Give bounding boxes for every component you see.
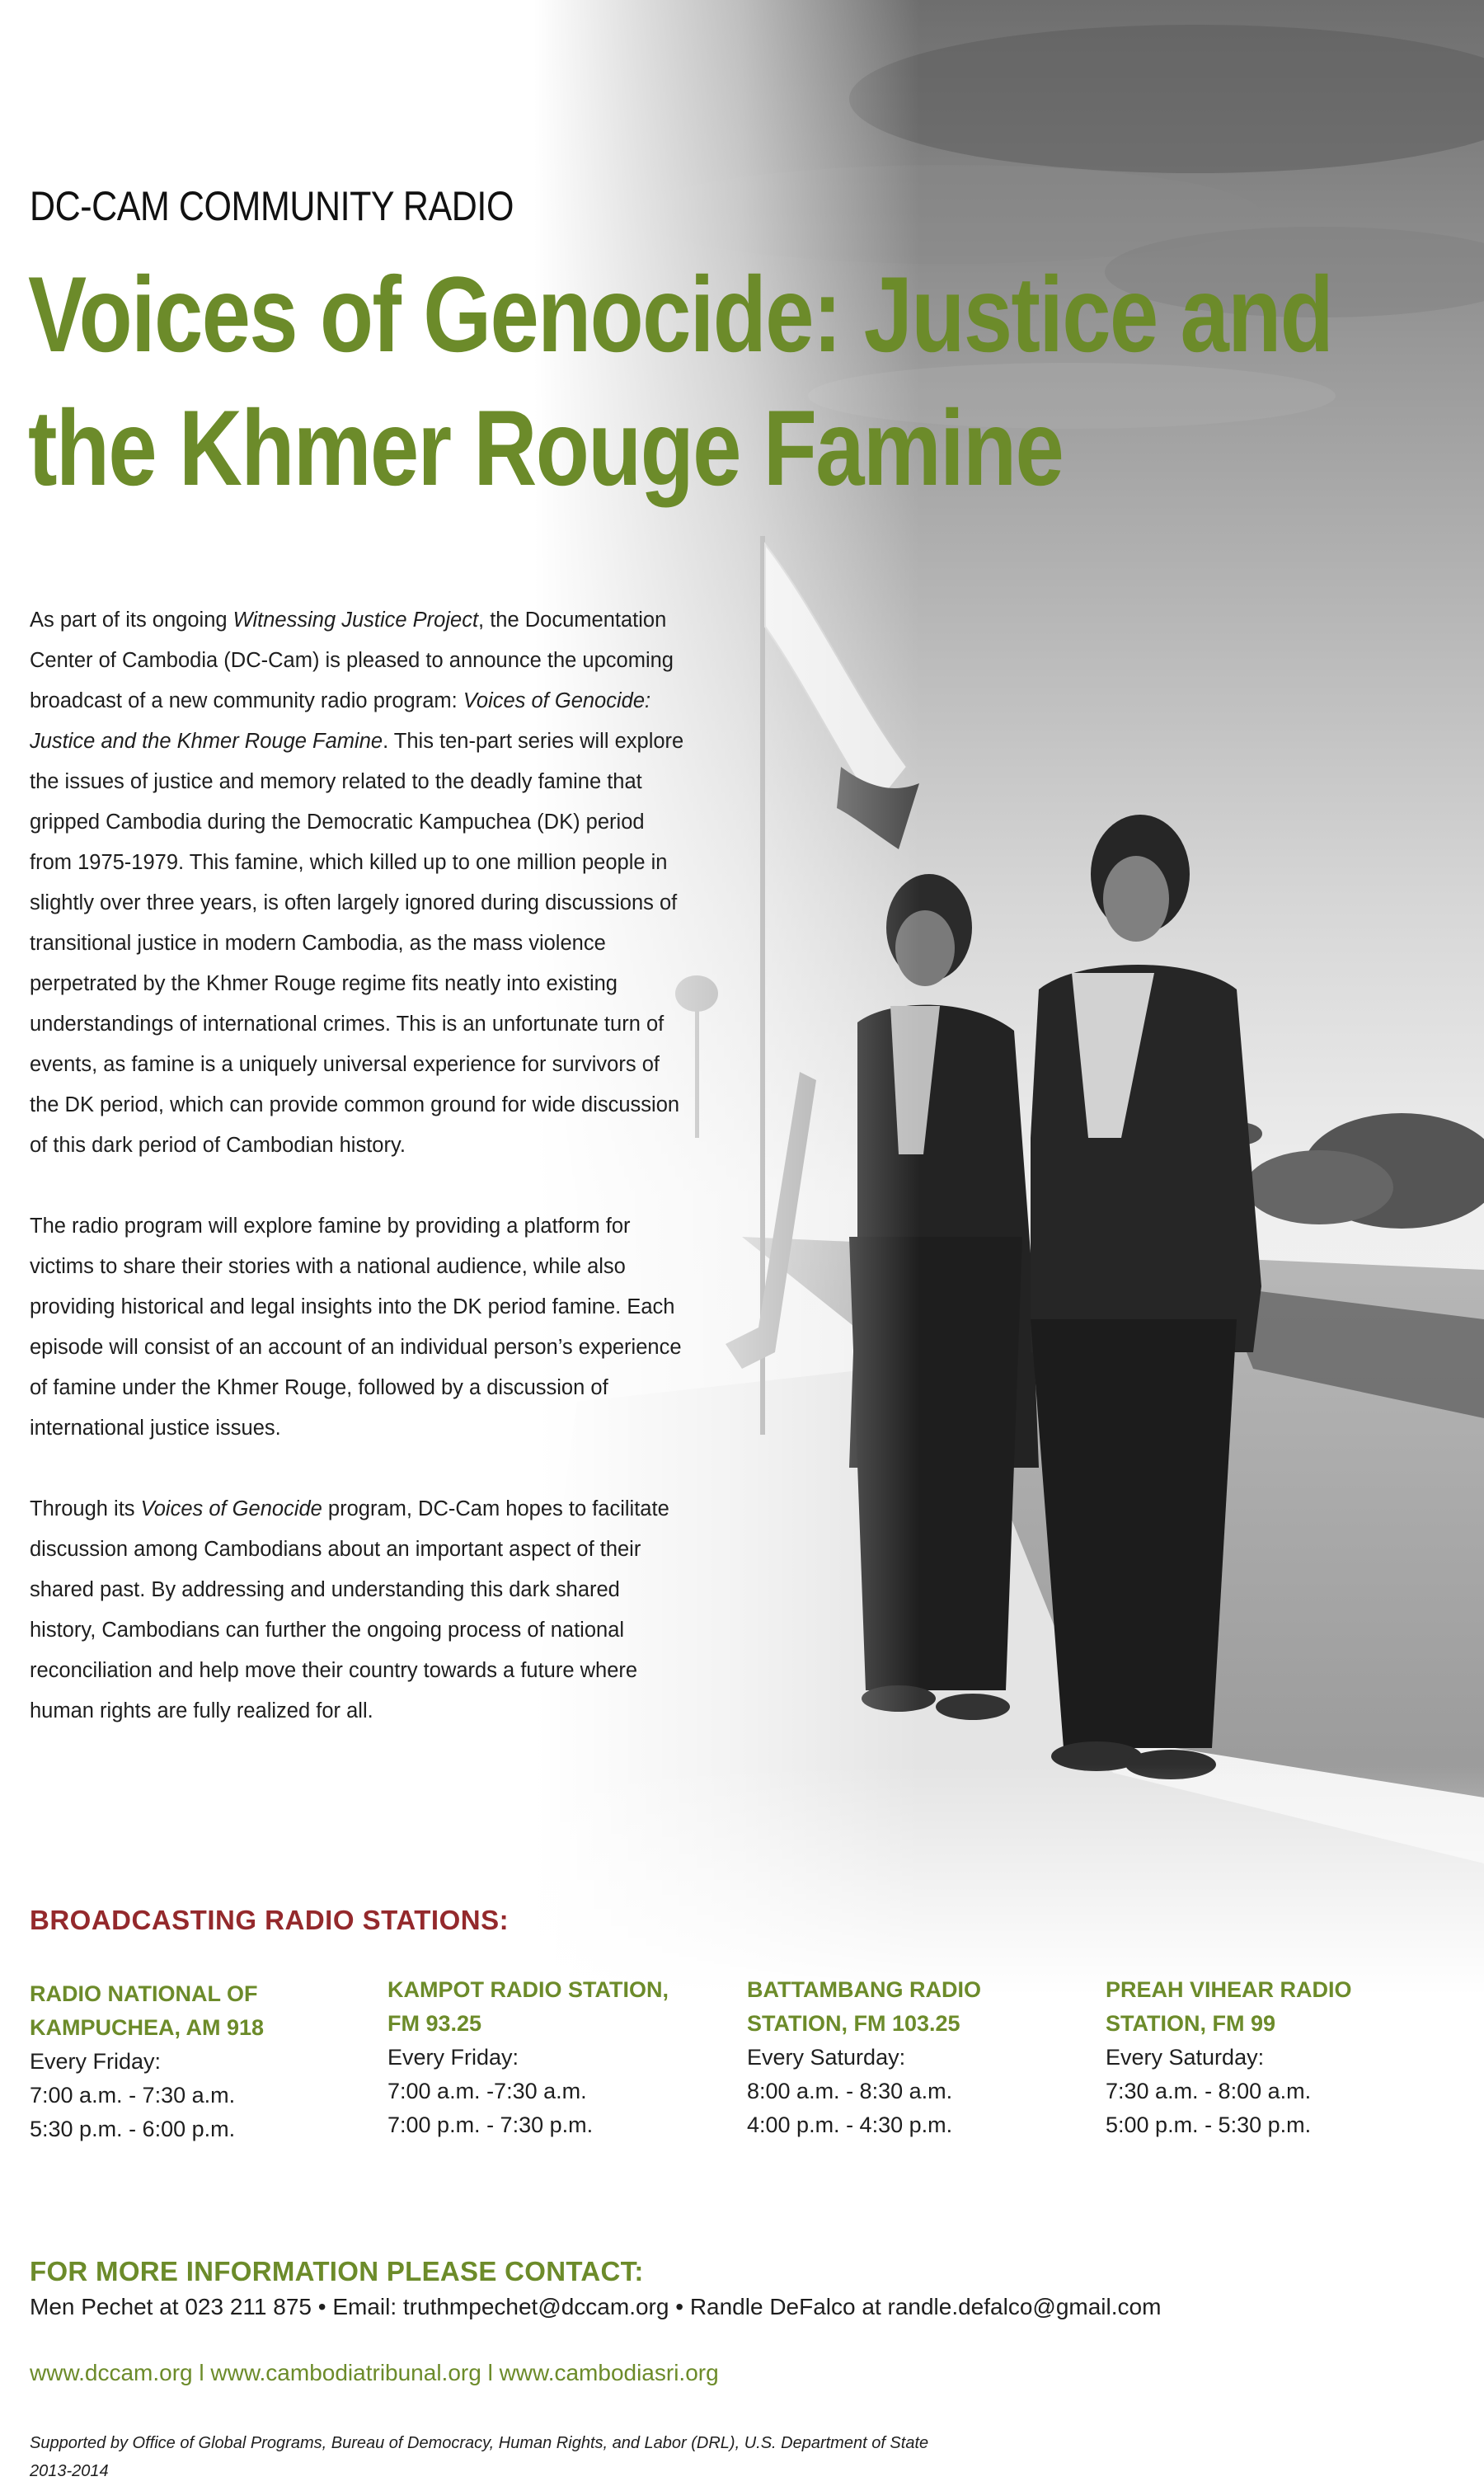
station-name-line-1: PREAH VIHEAR RADIO [1106, 1977, 1352, 2002]
station-name-line-2: STATION, FM 99 [1106, 2011, 1276, 2036]
station-day: Every Friday: [387, 2045, 519, 2070]
p1-text-c: , the Documentation Center of Cambodia (DC-Cam) is pleased to announce the upcoming broadcast of a new community radio program: [30, 609, 674, 712]
page-title [28, 247, 1333, 515]
paragraph-2: The radio program will explore famine by providing a platform for victims to share their stories with a national audience, while also providing historical and legal insights into the DK period famine. Each episode will consist of an account of an individual person’s experience of famine under the Khmer Rouge, followed by a discussion of international justice issues. [30, 1215, 682, 1440]
p3-program-name: Voices of Genocide [140, 1497, 322, 1520]
station-battambang [747, 1973, 1093, 2142]
station-name-line-1: KAMPOT RADIO STATION, [387, 1977, 669, 2002]
stations-heading: BROADCASTING RADIO STATIONS: [30, 1905, 510, 1935]
station-kampot [387, 1973, 734, 2142]
station-radio-national [30, 1977, 376, 2146]
body-text [30, 600, 689, 1772]
station-time-1: 8:00 a.m. - 8:30 a.m. [747, 2079, 953, 2103]
contact-details: Men Pechet at 023 211 875 • Email: truthmpechet@dccam.org • Randle DeFalco at randle.defalco@gmail.com [30, 2294, 1162, 2319]
station-time-2: 4:00 p.m. - 4:30 p.m. [747, 2112, 953, 2137]
website-links [30, 2357, 719, 2390]
support-years: 2013-2014 [30, 2462, 109, 2480]
station-day: Every Friday: [30, 2049, 162, 2074]
station-time-1: 7:00 a.m. -7:30 a.m. [387, 2079, 587, 2103]
p1-text-a: As part of its ongoing [30, 609, 233, 632]
p3-text-c: program, DC-Cam hopes to facilitate discussion among Cambodians about an important aspect of their shared past. By addressing and understanding this dark shared history, Cambodians can further the ongoing process of national reconciliation and help move their country towards a future where human rights are fully realized for all. [30, 1497, 669, 1722]
support-footer [30, 2429, 1101, 2485]
p3-text-a: Through its [30, 1497, 141, 1520]
link-separator: l [481, 2360, 500, 2385]
support-line: Supported by Office of Global Programs, Bureau of Democracy, Human Rights, and Labor (DRL), U.S. Department of State [30, 2434, 929, 2452]
station-time-2: 5:00 p.m. - 5:30 p.m. [1106, 2112, 1312, 2137]
title-line-2: the Khmer Rouge Famine [28, 388, 1064, 508]
paragraph-1 [30, 600, 689, 1166]
link-dccam[interactable]: www.dccam.org [30, 2360, 193, 2385]
p1-project-name: Witnessing Justice Project [232, 609, 479, 632]
station-name-line-2: STATION, FM 103.25 [747, 2011, 960, 2036]
station-time-2: 5:30 p.m. - 6:00 p.m. [30, 2117, 236, 2141]
link-cambodiasri[interactable]: www.cambodiasri.org [499, 2360, 719, 2385]
station-name-line-1: BATTAMBANG RADIO [747, 1977, 981, 2002]
station-time-2: 7:00 p.m. - 7:30 p.m. [387, 2112, 594, 2137]
station-preah-vihear [1106, 1973, 1452, 2142]
link-separator: l [192, 2360, 211, 2385]
station-name-line-2: FM 93.25 [387, 2011, 482, 2036]
contact-heading: FOR MORE INFORMATION PLEASE CONTACT: [30, 2256, 644, 2286]
program-kicker: DC-CAM COMMUNITY RADIO [30, 183, 514, 229]
paragraph-3 [30, 1489, 689, 1732]
station-time-1: 7:30 a.m. - 8:00 a.m. [1106, 2079, 1312, 2103]
station-name-line-2: KAMPUCHEA, AM 918 [30, 2015, 265, 2040]
title-line-1: Voices of Genocide: Justice and [28, 254, 1333, 374]
p1-program-name: Voices of Genocide: Justice and the Khmer Rouge Famine [30, 689, 651, 753]
station-day: Every Saturday: [1106, 2045, 1265, 2070]
station-day: Every Saturday: [747, 2045, 906, 2070]
link-cambodiatribunal[interactable]: www.cambodiatribunal.org [210, 2360, 481, 2385]
p1-text-e: . This ten-part series will explore the issues of justice and memory related to the deadly famine that gripped Cambodia during the Democratic Kampuchea (DK) period from 1975-1979. This famine, which killed up to one million people in slightly over three years, is often largely ignored during discussions of transitional justice in modern Cambodia, as the mass violence perpetrated by the Khmer Rouge regime fits neatly into existing understandings of international crimes. This is an unfortunate turn of events, as famine is a uniquely universal experience for survivors of the DK period, which can provide common ground for wide discussion of this dark period of Cambodian history. [30, 730, 684, 1157]
station-name-line-1: RADIO NATIONAL OF [30, 1981, 258, 2006]
station-time-1: 7:00 a.m. - 7:30 a.m. [30, 2083, 236, 2108]
